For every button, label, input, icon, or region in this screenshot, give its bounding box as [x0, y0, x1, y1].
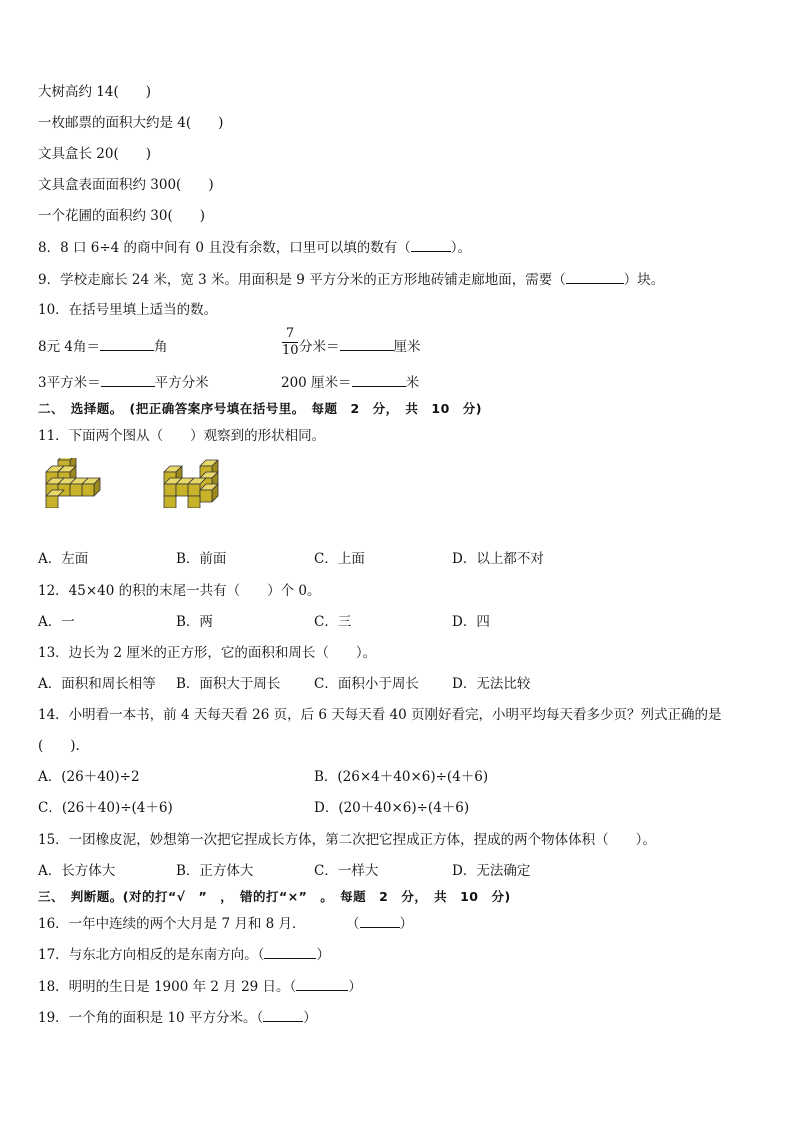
- unit-line-stamp: 一枚邮票的面积大约是 4( ): [38, 115, 224, 131]
- answer-blank[interactable]: [296, 977, 348, 991]
- unit-line-pencilcase-length: 文具盒长 20( ): [38, 146, 152, 162]
- q13-option-b[interactable]: B．面积大于周长: [176, 676, 281, 692]
- q10-c-right: 平方分米: [154, 375, 209, 391]
- question-19: [38, 1008, 317, 1027]
- answer-blank[interactable]: [411, 238, 451, 252]
- q10-item-b: [299, 337, 421, 356]
- cube: [188, 496, 200, 508]
- q11-option-c[interactable]: C．上面: [314, 551, 365, 567]
- q13-option-d[interactable]: D．无法比较: [452, 676, 531, 692]
- answer-blank[interactable]: [566, 270, 624, 284]
- question-13-stem: 13．边长为 2 厘米的正方形，它的面积和周长（ ）。: [38, 645, 377, 661]
- q11-option-b[interactable]: B．前面: [176, 551, 227, 567]
- q15-option-a[interactable]: A．长方体大: [38, 863, 116, 879]
- question-11-stem: 11．下面两个图从（ ）观察到的形状相同。: [38, 428, 326, 444]
- answer-blank[interactable]: [264, 945, 316, 959]
- question-9-suffix: ）块。: [623, 272, 665, 288]
- question-14-stem-cont: ( ).: [38, 738, 80, 754]
- question-8-text: 8．8 口 6÷4 的商中间有 0 且没有余数，口里可以填的数有（: [38, 240, 411, 256]
- question-16-text: 16．一年中连续的两个大月是 7 月和 8 月． （: [38, 916, 360, 932]
- question-18-suffix: ）: [348, 979, 362, 995]
- q10-b-left: 分米＝: [299, 339, 340, 355]
- cube-figure-1: [40, 458, 102, 508]
- answer-blank[interactable]: [101, 373, 155, 387]
- answer-blank[interactable]: [263, 1008, 303, 1022]
- answer-blank[interactable]: [352, 373, 406, 387]
- q14-option-c[interactable]: C．(26＋40)÷(4＋6): [38, 800, 173, 816]
- cube: [164, 496, 176, 508]
- q12-option-a[interactable]: A．一: [38, 614, 75, 630]
- fraction-numerator: 7: [282, 326, 298, 343]
- section-2-heading: 二、 选择题。 (把正确答案序号填在括号里。 每题 2 分， 共 10 分): [38, 401, 483, 416]
- question-19-suffix: ）: [303, 1010, 317, 1026]
- q10-item-a: [38, 337, 167, 356]
- q13-option-c[interactable]: C．面积小于周长: [314, 676, 419, 692]
- q10-d-left: 200 厘米＝: [281, 375, 352, 391]
- q10-a-right: 角: [153, 339, 168, 355]
- answer-blank[interactable]: [100, 337, 154, 351]
- unit-line-pencilcase-area: 文具盒表面面积约 300( ): [38, 177, 214, 193]
- q11-option-d[interactable]: D．以上都不对: [452, 551, 544, 567]
- question-17-text: 17．与东北方向相反的是东南方向。（: [38, 947, 265, 963]
- question-16: [38, 914, 413, 933]
- question-17-suffix: ）: [316, 947, 330, 963]
- fraction-denominator: 10: [282, 343, 299, 358]
- question-8-suffix: ）。: [450, 240, 471, 256]
- section-3-heading: 三、 判断题。(对的打“√ ” ， 错的打“×” 。 每题 2 分， 共 10 分): [38, 889, 511, 904]
- q14-option-a[interactable]: A．(26＋40)÷2: [38, 769, 140, 785]
- q13-option-a[interactable]: A．面积和周长相等: [38, 676, 156, 692]
- q12-option-b[interactable]: B．两: [176, 614, 213, 630]
- question-18-text: 18．明明的生日是 1900 年 2 月 29 日。（: [38, 979, 297, 995]
- question-10-stem: 10．在括号里填上适当的数。: [38, 302, 218, 318]
- q15-option-d[interactable]: D．无法确定: [452, 863, 531, 879]
- q10-c-left: 3平方米＝: [38, 375, 101, 391]
- question-15-stem: 15．一团橡皮泥，妙想第一次把它捏成长方体，第二次把它捏成正方体，捏成的两个物体体积（ ）。: [38, 832, 656, 848]
- fraction-seven-tenths: [282, 326, 298, 359]
- q10-a-left: 8元 4角＝: [38, 339, 100, 355]
- q10-item-d: [281, 373, 419, 392]
- q14-option-d[interactable]: D．(20＋40×6)÷(4＋6): [314, 800, 470, 816]
- unit-line-tree: 大树高约 14( ): [38, 84, 152, 100]
- question-8: [38, 238, 471, 257]
- q14-option-b[interactable]: B．(26×4＋40×6)÷(4＋6): [314, 769, 489, 785]
- question-18: [38, 977, 362, 996]
- question-9-text: 9．学校走廊长 24 米，宽 3 米。用面积是 9 平方分米的正方形地砖铺走廊地面，需要（: [38, 272, 566, 288]
- q12-option-d[interactable]: D．四: [452, 614, 490, 630]
- q12-option-c[interactable]: C．三: [314, 614, 352, 630]
- q15-option-c[interactable]: C．一样大: [314, 863, 379, 879]
- question-16-suffix: ）: [399, 916, 414, 932]
- unit-line-garden: 一个花圃的面积约 30( ): [38, 208, 206, 224]
- answer-blank[interactable]: [340, 337, 394, 351]
- question-14-stem: 14．小明看一本书，前 4 天每天看 26 页，后 6 天每天看 40 页刚好看完，小明平均每天看多少页？列式正确的是: [38, 707, 722, 723]
- question-9: [38, 270, 664, 289]
- q10-b-right: 厘米: [393, 339, 421, 355]
- q10-item-c: [38, 373, 209, 392]
- question-12-stem: 12．45×40 的积的末尾一共有（ ）个 0。: [38, 583, 321, 599]
- cube-figure-2: [160, 458, 226, 508]
- question-17: [38, 945, 330, 964]
- q10-d-right: 米: [405, 375, 420, 391]
- answer-blank[interactable]: [360, 914, 400, 928]
- q15-option-b[interactable]: B．正方体大: [176, 863, 254, 879]
- question-19-text: 19．一个角的面积是 10 平方分米。（: [38, 1010, 264, 1026]
- q11-option-a[interactable]: A．左面: [38, 551, 89, 567]
